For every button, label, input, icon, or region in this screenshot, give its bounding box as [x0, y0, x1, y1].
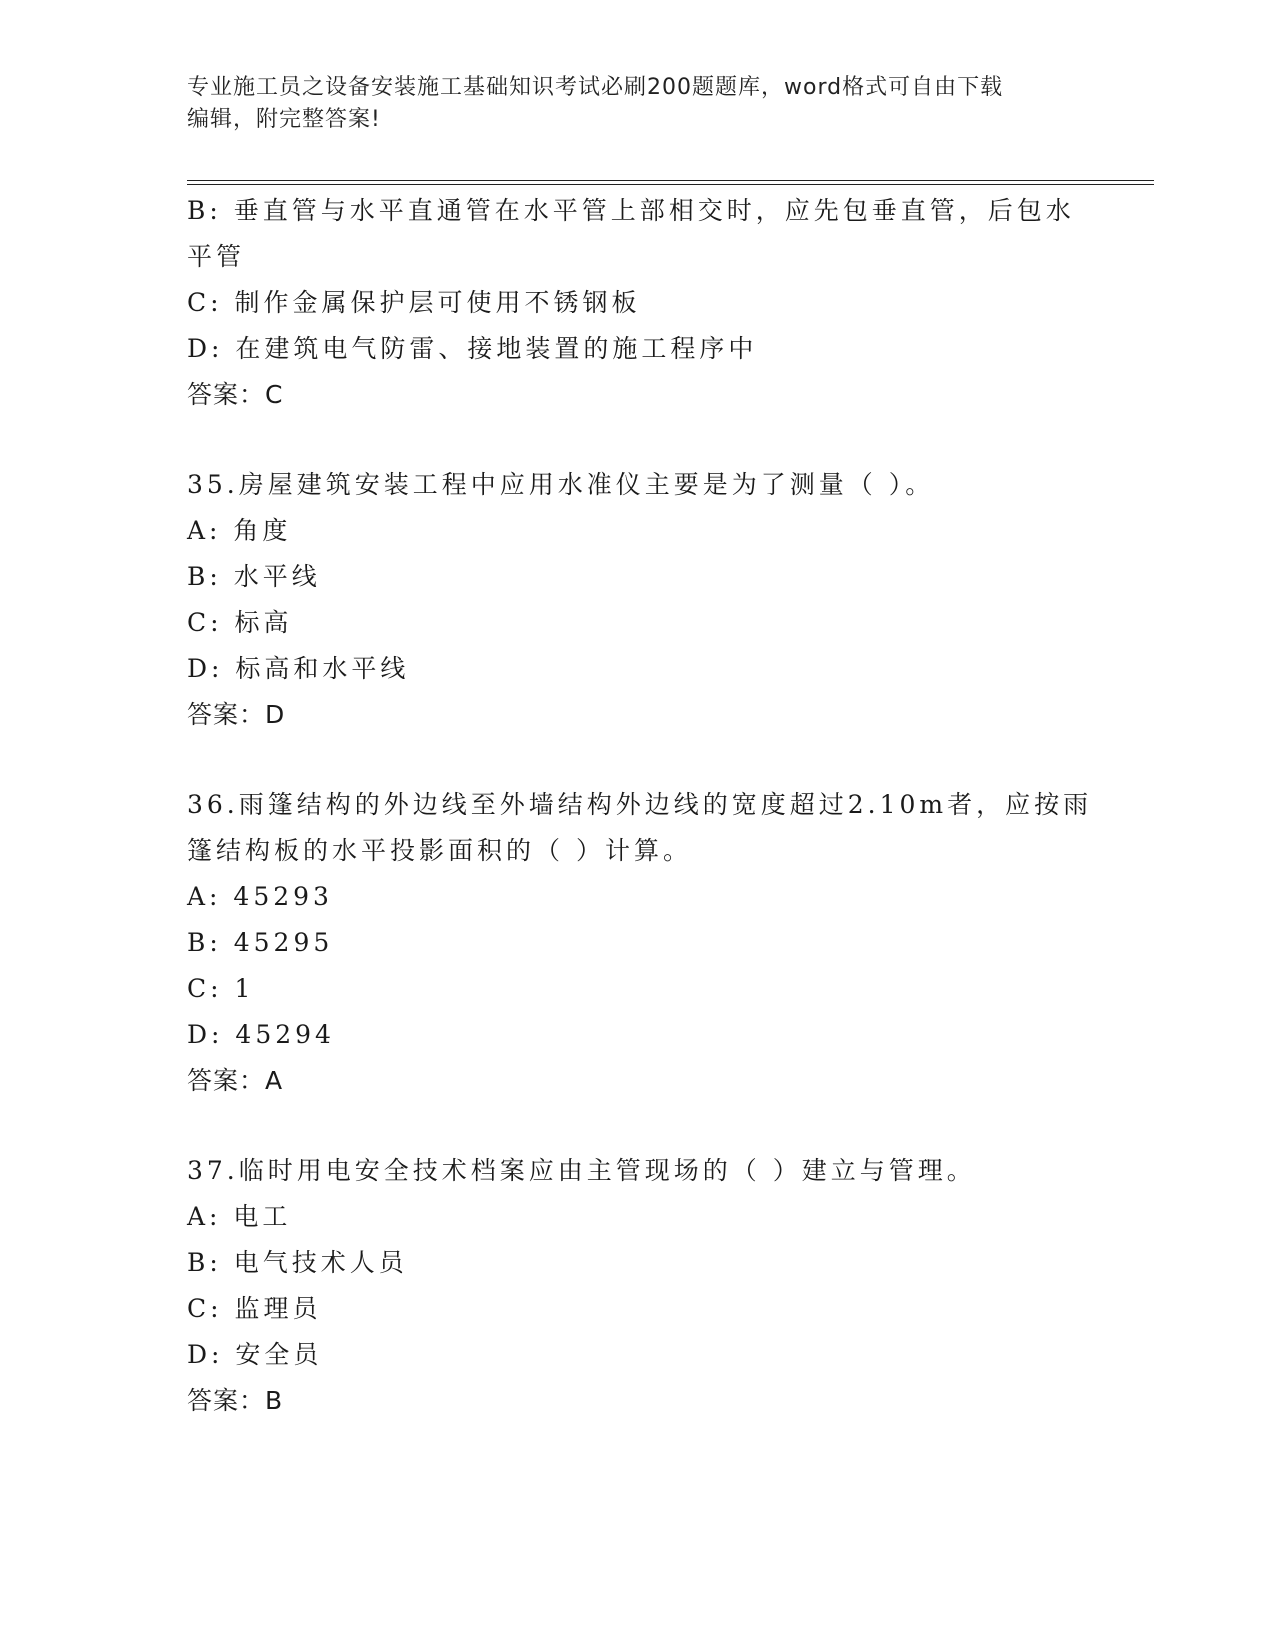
answer-line: 答案：B [187, 1386, 284, 1415]
answer-line: 答案：D [187, 700, 286, 729]
option-b: B: 45295 [187, 928, 334, 957]
option-b: B: 电气技术人员 [187, 1248, 408, 1277]
header-divider-top [187, 180, 1154, 181]
option-c: C: 监理员 [187, 1294, 322, 1323]
answer-line: 答案：A [187, 1066, 284, 1095]
header-line-2: 编辑，附完整答案! [187, 107, 381, 132]
question-37 [187, 1148, 1087, 1424]
option-a: A: 电工 [187, 1202, 292, 1231]
question-stem: 37.临时用电安全技术档案应由主管现场的（ ）建立与管理。 [187, 1156, 976, 1185]
document-header [187, 72, 1087, 136]
question-content [187, 188, 1093, 1424]
option-b-continued: 平管 [187, 242, 246, 271]
question-stem-continued: 篷结构板的水平投影面积的（ ）计算。 [187, 836, 692, 865]
option-b: B: 水平线 [187, 562, 321, 591]
option-d: D: 45294 [187, 1020, 335, 1049]
option-d: D: 标高和水平线 [187, 654, 410, 683]
option-d: D: 在建筑电气防雷、接地装置的施工程序中 [187, 334, 758, 363]
header-divider-bottom [187, 184, 1154, 185]
option-a: A: 45293 [187, 882, 333, 911]
option-c: C: 1 [187, 974, 255, 1003]
question-stem: 35.房屋建筑安装工程中应用水准仪主要是为了测量（ ）。 [187, 470, 935, 499]
option-c: C: 标高 [187, 608, 293, 637]
question-36 [187, 782, 1093, 1104]
option-d: D: 安全员 [187, 1340, 323, 1369]
header-line-1: 专业施工员之设备安装施工基础知识考试必刷200题题库，word格式可自由下载 [187, 75, 1004, 100]
option-c: C: 制作金属保护层可使用不锈钢板 [187, 288, 641, 317]
option-b: B: 垂直管与水平直通管在水平管上部相交时，应先包垂直管，后包水 [187, 196, 1075, 225]
option-a: A: 角度 [187, 516, 292, 545]
question-35 [187, 462, 1087, 738]
answer-line: 答案：C [187, 380, 284, 409]
question-stem: 36.雨篷结构的外边线至外墙结构外边线的宽度超过2.10m者，应按雨 [187, 790, 1093, 819]
prev-question [187, 188, 1087, 418]
